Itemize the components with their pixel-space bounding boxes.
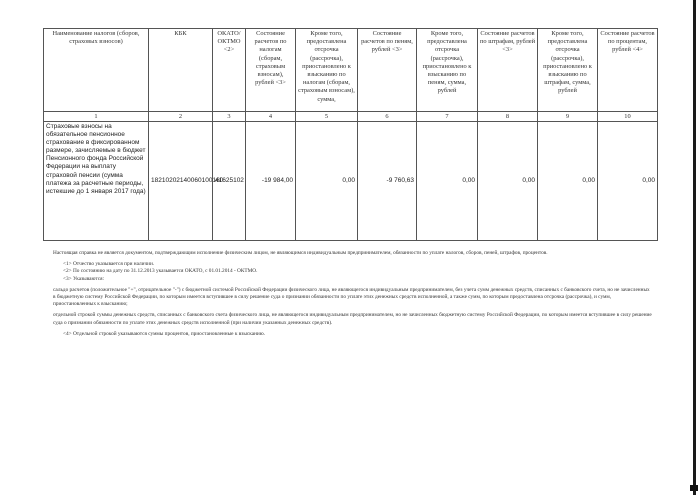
taxes-status-cell: -19 984,00	[246, 122, 296, 241]
column-number: 1	[44, 112, 149, 122]
header-interest-status: Состояние расчетов по процентам, рублей <4>	[598, 29, 658, 112]
column-number: 7	[417, 112, 478, 122]
penalties-status-cell: -9 760,63	[358, 122, 417, 241]
column-number: 10	[598, 112, 658, 122]
okato-cell: 41625102	[213, 122, 246, 241]
footnote-3-item-b: отдельной строкой суммы денежных средств, списанных с банковского счета физического лица, не являющегося индивидуальным предпринимателем, но не зачисленных бюджетную систему Российской Федерации, по которым имеется вступившее в силу решение суда о признании обязанности по уплате этих денежных средств исполненной (при наличии указанных денежных средств).	[53, 312, 652, 326]
column-number: 8	[478, 112, 538, 122]
header-fines-deferred: Кроме того, предоставлена отсрочка (рассрочка), приостановлено к взысканию по штрафам, сумма, рублей	[538, 29, 598, 112]
penalties-deferred-cell: 0,00	[417, 122, 478, 241]
table-row	[44, 122, 658, 241]
tax-settlement-table	[43, 28, 658, 241]
fines-deferred-cell: 0,00	[538, 122, 598, 241]
header-penalties-deferred: Кроме того, предоставлена отсрочка (рассрочка), приостановлено к взысканию по пеням, сумма, рублей	[417, 29, 478, 112]
column-number: 5	[296, 112, 358, 122]
kbk-cell: 18210202140060100160	[149, 122, 213, 241]
column-number: 9	[538, 112, 598, 122]
column-number: 2	[149, 112, 213, 122]
header-penalties-status: Состояние расчетов по пеням, рублей <3>	[358, 29, 417, 112]
fines-status-cell: 0,00	[478, 122, 538, 241]
header-tax-name: Наименование налогов (сборов, страховых взносов)	[44, 29, 149, 112]
header-fines-status: Состояние расчетов по штрафам, рублей <3>	[478, 29, 538, 112]
column-number: 6	[358, 112, 417, 122]
footnote-3-item-a: сальдо расчетов (положительное "+", отрицательное "-") с бюджетной системой Российской Федерации физического лица, не являющегося индивидуальным предпринимателем, без учета сумм денежных средств, списанных с банковского счета, но не зачисленных в бюджетную систему Российской Федерации, по которым имеется вступившее в силу решение суда о признании обязанности по уплате этих денежных средств исполненной, а также сумм, по которым предоставлена отсрочка (рассрочка), и сумм, приостановленных к взысканию;	[53, 286, 650, 308]
column-number: 4	[246, 112, 296, 122]
footnote-4: <4> Отдельной строкой указываются суммы процентов, приостановленные к взысканию.	[63, 330, 266, 337]
header-kbk: КБК	[149, 29, 213, 112]
column-number-row	[44, 112, 658, 122]
footnote-1: <1> Отчество указывается при наличии.	[63, 261, 155, 268]
header-taxes-status: Состояние расчетов по налогам (сборам, страховым взносам), рублей <3>	[246, 29, 296, 112]
header-okato: ОКАТО/ ОКТМО <2>	[213, 29, 246, 112]
scan-page-corner	[690, 485, 698, 491]
table-header-row	[44, 29, 658, 112]
footnote-3: <3> Указываются:	[63, 275, 105, 282]
header-taxes-deferred: Кроме того, предоставлена отсрочка (рассрочка), приостановлено к взысканию по налогам (сборам, страховым взносам), сумма,	[296, 29, 358, 112]
footnote-2: <2> По состоянию на дату по 31.12.2013 указывается ОКАТО, с 01.01.2014 - ОКТМО.	[63, 268, 258, 275]
column-number: 3	[213, 112, 246, 122]
footnotes	[53, 250, 653, 338]
taxes-deferred-cell: 0,00	[296, 122, 358, 241]
tax-name-cell: Страховые взносы на обязательное пенсионное страхование в фиксированном размере, зачисляемые в бюджет Пенсионного фонда Российской Федерации на выплату страховой пенсии (сумма платежа за расчетные периоды, истекшие до 1 января 2017 года)	[44, 122, 149, 241]
interest-status-cell: 0,00	[598, 122, 658, 241]
disclaimer-text: Настоящая справка не является документом, подтверждающим исполнение физическим лицом, не являющимся индивидуальным предпринимателем, обязанности по уплате налогов, сборов, пеней, штрафов, процентов.	[53, 250, 548, 256]
scan-page-edge	[693, 0, 696, 495]
